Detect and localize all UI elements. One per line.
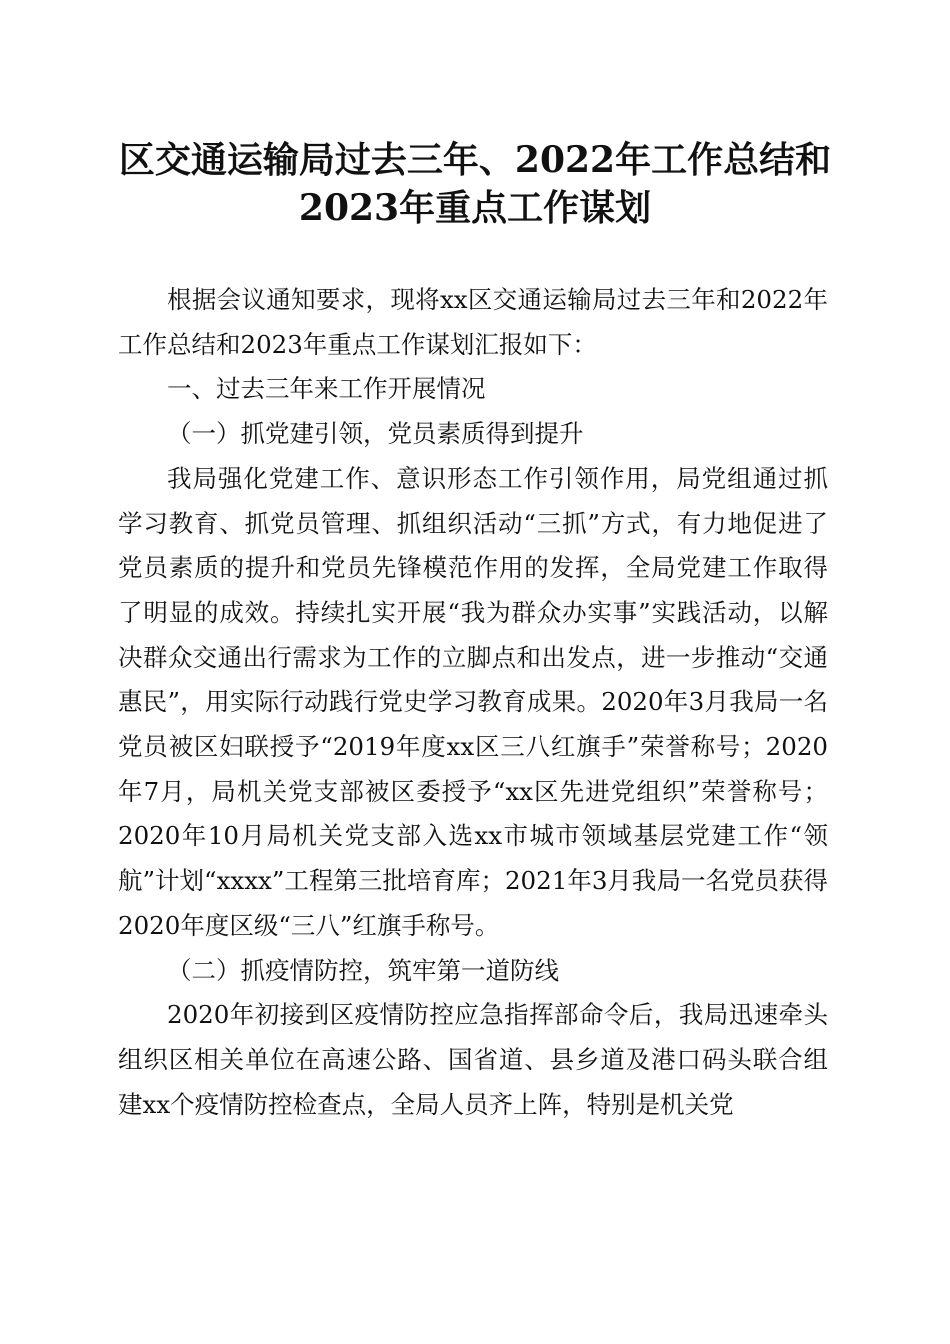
document-title-line-2: 2023年重点工作谋划 bbox=[298, 187, 652, 229]
document-title-line-1: 区交通运输局过去三年、2022年工作总结和 bbox=[118, 139, 832, 181]
section-heading-1: 一、过去三年来工作开展情况 bbox=[167, 374, 486, 404]
body-paragraph-epidemic-control: 2020年初接到区疫情防控应急指挥部命令后，我局迅速牵头组织区相关单位在高速公路、国省道、县乡道及港口码头联合组建xx个疫情防控检查点，全局人员齐上阵，特别是机关党 bbox=[118, 1000, 828, 1119]
subsection-heading-1: （一）抓党建引领，党员素质得到提升 bbox=[167, 419, 584, 449]
intro-paragraph: 根据会议通知要求，现将xx区交通运输局过去三年和2022年工作总结和2023年重点工作谋划汇报如下： bbox=[118, 285, 828, 359]
body-paragraph-party-building: 我局强化党建工作、意识形态工作引领作用，局党组通过抓学习教育、抓党员管理、抓组织活动“三抓”方式，有力地促进了党员素质的提升和党员先锋模范作用的发挥，全局党建工作取得了明显的成效。持续扎实开展“我为群众办实事”实践活动，以解决群众交通出行需求为工作的立脚点和出发点，进一步推动“交通惠民”，用实际行动践行党史学习教育成果。2020年3月我局一名党员被区妇联授予“2019年度xx区三八红旗手”荣誉称号；2020年7月，局机关党支部被区委授予“xx区先进党组织”荣誉称号；2020年10月局机关党支部入选xx市城市领域基层党建工作“领航”计划“xxxx”工程第三批培育库；2021年3月我局一名党员获得2020年度区级“三八”红旗手称号。 bbox=[118, 463, 828, 940]
subsection-heading-2: （二）抓疫情防控，筑牢第一道防线 bbox=[167, 955, 559, 985]
document-body bbox=[118, 278, 828, 1127]
